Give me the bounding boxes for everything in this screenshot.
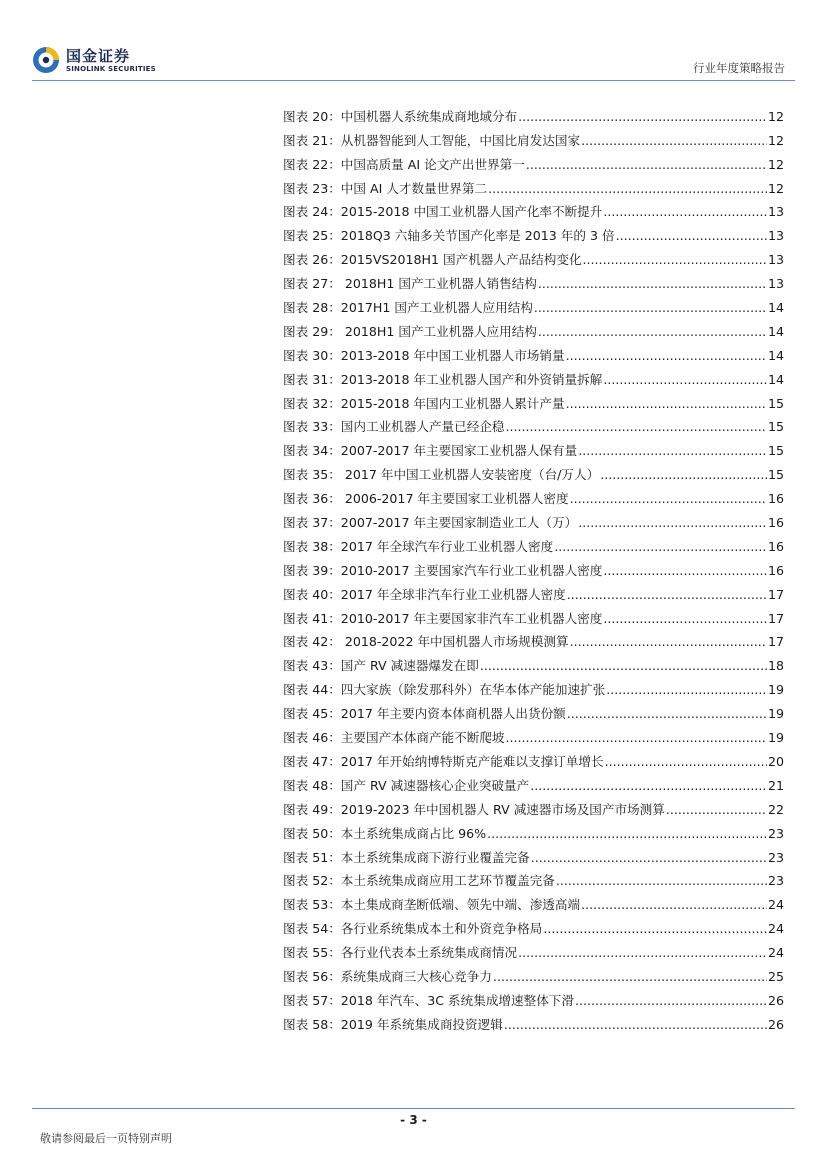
toc-entry[interactable]: [283, 196, 784, 220]
toc-leader-dots: [487, 827, 767, 841]
toc-entry[interactable]: [283, 912, 784, 936]
toc-entry[interactable]: [283, 817, 784, 841]
toc-entry-page: 14: [767, 371, 784, 387]
toc-entry-page: 14: [767, 323, 784, 339]
toc-entry[interactable]: [283, 434, 784, 458]
toc-entry[interactable]: [283, 243, 784, 267]
toc-entry[interactable]: [283, 339, 784, 363]
toc-entry[interactable]: [283, 363, 784, 387]
toc-entry-page: 17: [767, 586, 784, 602]
toc-entry[interactable]: [283, 841, 784, 865]
toc-entry-page: 17: [767, 634, 784, 650]
toc-entry-title: 图表 51：本土系统集成商下游行业覆盖完备: [283, 849, 530, 865]
toc-entry[interactable]: [283, 793, 784, 817]
toc-entry[interactable]: [283, 267, 784, 291]
toc-entry-page: 19: [767, 706, 784, 722]
toc-entry[interactable]: [283, 578, 784, 602]
toc-entry-page: 23: [767, 873, 784, 889]
toc-leader-dots: [581, 898, 767, 912]
toc-entry-title: 图表 24：2015-2018 中国工业机器人国产化率不断提升: [283, 204, 603, 220]
toc-entry-page: 22: [767, 801, 784, 817]
logo-english-name: SINOLINK SECURITIES: [66, 65, 156, 73]
toc-leader-dots: [603, 564, 767, 578]
toc-entry-page: 15: [767, 419, 784, 435]
toc-entry[interactable]: [283, 745, 784, 769]
toc-leader-dots: [543, 922, 767, 936]
toc-entry-page: 16: [767, 491, 784, 507]
toc-entry-page: 13: [767, 204, 784, 220]
toc-entry-page: 19: [767, 682, 784, 698]
toc-entry-page: 24: [767, 897, 784, 913]
toc-entry-title: 图表 29： 2018H1 国产工业机器人应用结构: [283, 323, 537, 339]
toc-leader-dots: [493, 970, 767, 984]
toc-entry[interactable]: [283, 769, 784, 793]
toc-entry[interactable]: [283, 936, 784, 960]
toc-entry-title: 图表 28：2017H1 国产工业机器人应用结构: [283, 300, 533, 316]
toc-entry-title: 图表 53：本土集成商垄断低端、领先中端、渗透高端: [283, 897, 581, 913]
toc-entry-title: 图表 58：2019 年系统集成商投资逻辑: [283, 1016, 503, 1032]
toc-entry[interactable]: [283, 888, 784, 912]
toc-entry-title: 图表 45：2017 年主要内资本体商机器人出货份额: [283, 706, 566, 722]
toc-leader-dots: [575, 994, 767, 1008]
toc-entry-page: 20: [767, 753, 784, 769]
header-divider: [32, 80, 795, 81]
report-type-label: 行业年度策略报告: [693, 61, 785, 75]
toc-entry-title: 图表 33：国内工业机器人产量已经企稳: [283, 419, 505, 435]
toc-entry-title: 图表 56：系统集成商三大核心竞争力: [283, 968, 492, 984]
toc-entry-page: 18: [767, 658, 784, 674]
toc-entry[interactable]: [283, 219, 784, 243]
toc-leader-dots: [570, 492, 767, 506]
toc-entry-page: 14: [767, 347, 784, 363]
toc-entry-page: 15: [767, 395, 784, 411]
toc-leader-dots: [538, 277, 767, 291]
toc-leader-dots: [518, 110, 767, 124]
toc-leader-dots: [556, 874, 767, 888]
footer-divider: [32, 1108, 795, 1109]
toc-leader-dots: [531, 851, 767, 865]
toc-leader-dots: [605, 755, 767, 769]
toc-entry-title: 图表 37：2007-2017 年主要国家制造业工人（万）: [283, 515, 578, 531]
toc-entry[interactable]: [283, 673, 784, 697]
toc-entry-page: 16: [767, 562, 784, 578]
company-logo: [32, 44, 192, 80]
toc-leader-dots: [506, 731, 767, 745]
toc-entry-title: 图表 36： 2006-2017 年主要国家工业机器人密度: [283, 491, 569, 507]
toc-leader-dots: [666, 803, 767, 817]
toc-entry[interactable]: [283, 697, 784, 721]
toc-entry-page: 16: [767, 538, 784, 554]
toc-entry-title: 图表 32：2015-2018 年国内工业机器人累计产量: [283, 395, 565, 411]
toc-entry[interactable]: [283, 602, 784, 626]
toc-entry-title: 图表 41：2010-2017 年主要国家非汽车工业机器人密度: [283, 610, 603, 626]
toc-entry[interactable]: [283, 124, 784, 148]
toc-entry-page: 12: [767, 132, 784, 148]
toc-entry-title: 图表 44：四大家族（除发那科外）在华本体产能加速扩张: [283, 682, 606, 698]
toc-entry-page: 17: [767, 610, 784, 626]
toc-entry-title: 图表 20：中国机器人系统集成商地域分布: [283, 108, 518, 124]
toc-entry-title: 图表 47：2017 年开始纳博特斯克产能难以支撑订单增长: [283, 753, 604, 769]
toc-leader-dots: [616, 229, 767, 243]
toc-entry-page: 25: [767, 968, 784, 984]
toc-leader-dots: [603, 373, 767, 387]
toc-entry-title: 图表 52：本土系统集成商应用工艺环节覆盖完备: [283, 873, 555, 889]
toc-entry-page: 15: [767, 467, 784, 483]
toc-entry[interactable]: [283, 411, 784, 435]
toc-entry-page: 14: [767, 300, 784, 316]
toc-entry-page: 23: [767, 825, 784, 841]
toc-leader-dots: [534, 301, 767, 315]
toc-entry-title: 图表 22：中国高质量 AI 论文产出世界第一: [283, 156, 525, 172]
toc-entry-page: 13: [767, 252, 784, 268]
toc-leader-dots: [566, 397, 767, 411]
toc-entry[interactable]: [283, 721, 784, 745]
toc-entry[interactable]: [283, 984, 784, 1008]
toc-entry-page: 26: [767, 992, 784, 1008]
sinolink-logo-icon: [32, 46, 60, 74]
toc-entry-page: 13: [767, 228, 784, 244]
toc-leader-dots: [567, 588, 767, 602]
toc-entry-title: 图表 49：2019-2023 年中国机器人 RV 减速器市场及国产市场测算: [283, 801, 665, 817]
toc-leader-dots: [566, 349, 767, 363]
toc-entry[interactable]: [283, 649, 784, 673]
toc-leader-dots: [506, 420, 767, 434]
toc-leader-dots: [504, 1018, 767, 1032]
toc-entry-page: 26: [767, 1016, 784, 1032]
toc-leader-dots: [578, 444, 767, 458]
toc-leader-dots: [488, 182, 767, 196]
toc-entry-title: 图表 50：本土系统集成商占比 96%: [283, 825, 487, 841]
toc-entry[interactable]: [283, 148, 784, 172]
toc-leader-dots: [606, 683, 767, 697]
toc-entry-page: 15: [767, 443, 784, 459]
toc-entry-page: 12: [767, 156, 784, 172]
toc-leader-dots: [578, 516, 767, 530]
toc-entry-title: 图表 34：2007-2017 年主要国家工业机器人保有量: [283, 443, 578, 459]
toc-entry-title: 图表 25：2018Q3 六轴多关节国产化率是 2013 年的 3 倍: [283, 228, 615, 244]
toc-entry-page: 13: [767, 276, 784, 292]
toc-entry-title: 图表 40：2017 年全球非汽车行业工业机器人密度: [283, 586, 566, 602]
toc-leader-dots: [603, 612, 767, 626]
toc-entry-title: 图表 30：2013-2018 年中国工业机器人市场销量: [283, 347, 565, 363]
toc-entry[interactable]: [283, 626, 784, 650]
toc-entry[interactable]: [283, 315, 784, 339]
toc-entry-title: 图表 48：国产 RV 减速器核心企业突破量产: [283, 777, 530, 793]
toc-entry[interactable]: [283, 482, 784, 506]
page-header: [0, 0, 827, 80]
toc-entry-page: 24: [767, 921, 784, 937]
toc-entry-title: 图表 46：主要国产本体商产能不断爬坡: [283, 730, 505, 746]
toc-entry-page: 19: [767, 730, 784, 746]
toc-leader-dots: [583, 253, 767, 267]
toc-entry[interactable]: [283, 458, 784, 482]
page-number: - 3 -: [400, 1113, 427, 1127]
toc-entry[interactable]: [283, 291, 784, 315]
toc-leader-dots: [570, 635, 767, 649]
toc-entry-title: 图表 26：2015VS2018H1 国产机器人产品结构变化: [283, 252, 582, 268]
toc-entry-page: 23: [767, 849, 784, 865]
toc-leader-dots: [526, 158, 767, 172]
toc-entry-page: 12: [767, 180, 784, 196]
toc-entry-title: 图表 39：2010-2017 主要国家汽车行业工业机器人密度: [283, 562, 603, 578]
toc-leader-dots: [603, 205, 767, 219]
toc-entry[interactable]: [283, 172, 784, 196]
toc-entry[interactable]: [283, 100, 784, 124]
toc-entry-title: 图表 38：2017 年全球汽车行业工业机器人密度: [283, 538, 554, 554]
toc-entry-title: 图表 43：国产 RV 减速器爆发在即: [283, 658, 479, 674]
toc-leader-dots: [518, 946, 767, 960]
toc-entry-page: 21: [767, 777, 784, 793]
toc-entry-title: 图表 42： 2018-2022 年中国机器人市场规模测算: [283, 634, 569, 650]
toc-entry[interactable]: [283, 960, 784, 984]
toc-entry[interactable]: [283, 387, 784, 411]
toc-entry-title: 图表 31：2013-2018 年工业机器人国产和外资销量拆解: [283, 371, 603, 387]
toc-leader-dots: [538, 325, 767, 339]
toc-entry-title: 图表 27： 2018H1 国产工业机器人销售结构: [283, 276, 537, 292]
table-of-figures: [283, 100, 784, 1032]
toc-leader-dots: [530, 779, 767, 793]
toc-entry-page: 12: [767, 108, 784, 124]
toc-entry-title: 图表 55：各行业代表本土系统集成商情况: [283, 945, 518, 961]
toc-entry-page: 16: [767, 515, 784, 531]
toc-leader-dots: [554, 540, 767, 554]
toc-entry-title: 图表 57：2018 年汽车、3C 系统集成增速整体下滑: [283, 992, 574, 1008]
toc-entry[interactable]: [283, 530, 784, 554]
toc-entry[interactable]: [283, 1008, 784, 1032]
toc-entry-page: 24: [767, 945, 784, 961]
toc-leader-dots: [567, 707, 767, 721]
toc-entry[interactable]: [283, 554, 784, 578]
toc-entry-title: 图表 23：中国 AI 人才数量世界第二: [283, 180, 488, 196]
toc-leader-dots: [581, 134, 767, 148]
toc-entry-title: 图表 21：从机器智能到人工智能，中国比肩发达国家: [283, 132, 581, 148]
toc-leader-dots: [600, 468, 767, 482]
toc-entry-title: 图表 35： 2017 年中国工业机器人安装密度（台/万人）: [283, 467, 600, 483]
toc-entry[interactable]: [283, 865, 784, 889]
disclaimer-note: 敬请参阅最后一页特别声明: [40, 1132, 172, 1145]
toc-entry-title: 图表 54：各行业系统集成本土和外资竞争格局: [283, 921, 543, 937]
toc-entry[interactable]: [283, 506, 784, 530]
toc-leader-dots: [480, 659, 767, 673]
logo-chinese-name: 国金证券: [66, 47, 131, 65]
